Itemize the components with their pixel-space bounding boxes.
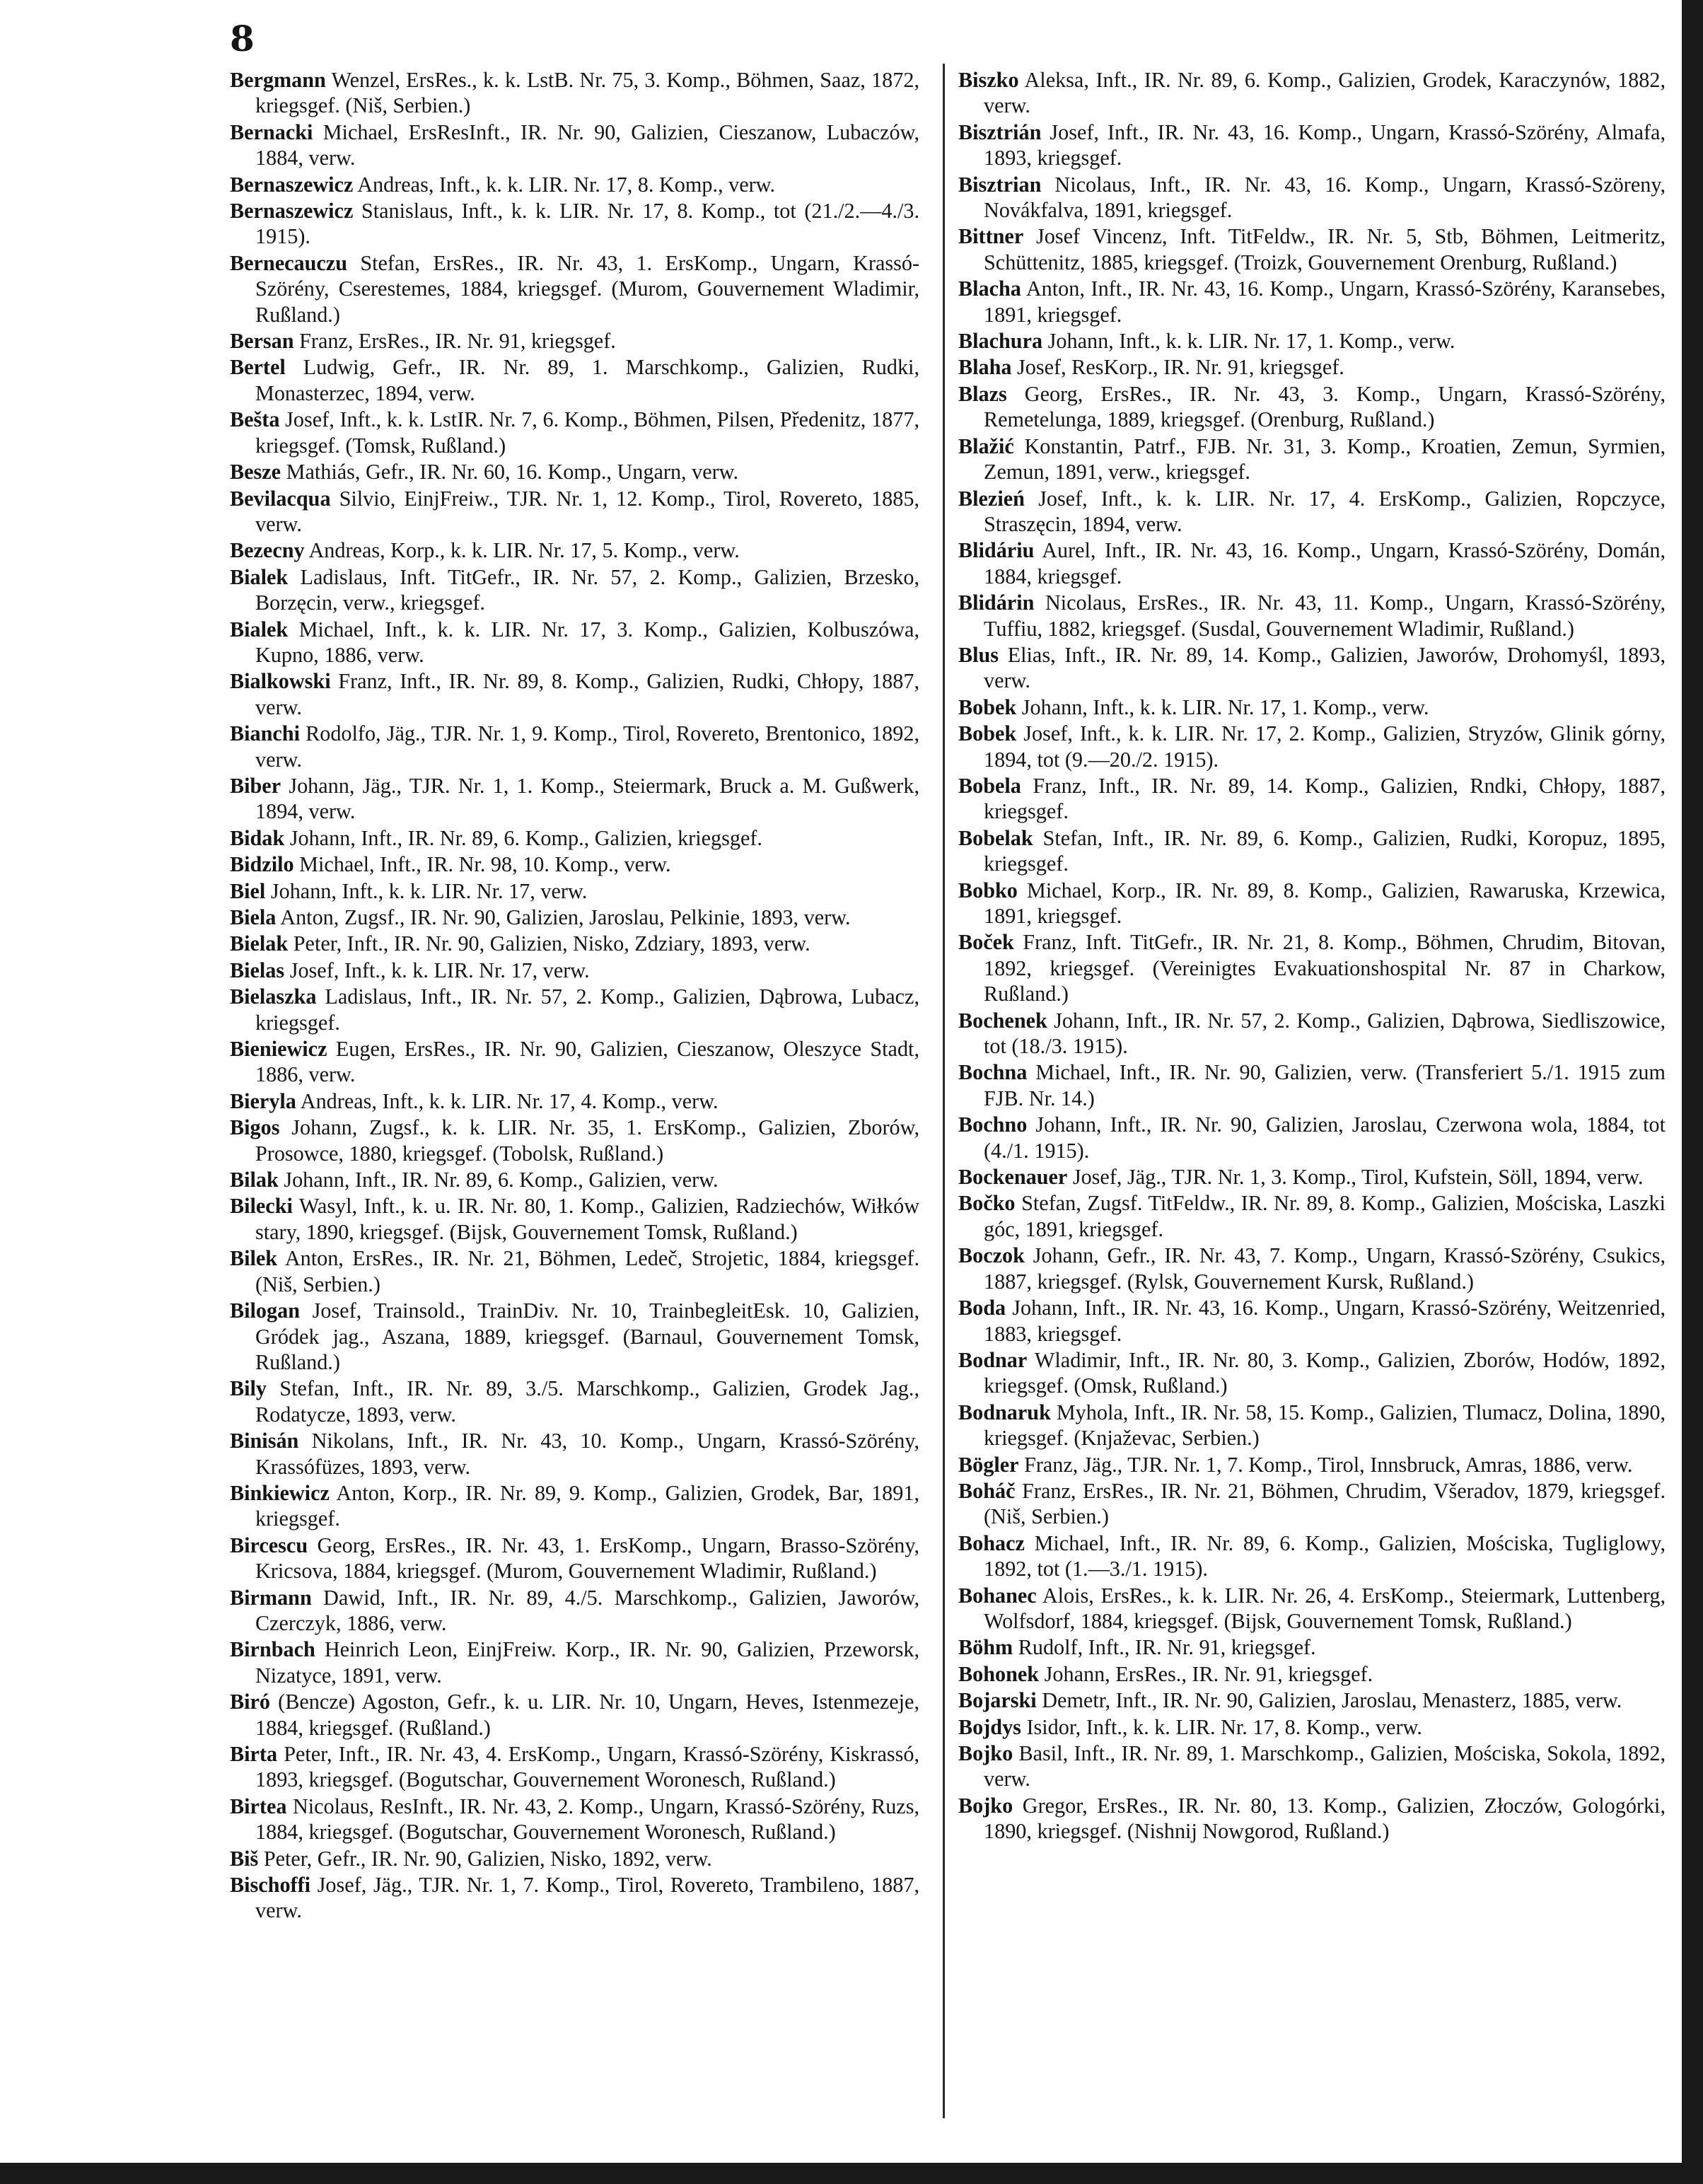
entry-surname: Boček — [958, 930, 1014, 955]
list-item — [958, 1688, 1666, 1713]
list-item — [958, 354, 1666, 380]
entry-details: Johann, Inft., IR. Nr. 89, 6. Komp., Galizien, verw. — [278, 1168, 719, 1192]
entry-surname: Biber — [230, 773, 281, 798]
list-item — [230, 1585, 919, 1637]
scan-border-bottom — [0, 2163, 1703, 2184]
entry-details: Peter, Inft., IR. Nr. 43, 4. ErsKomp., Ungarn, Krassó-Szörény, Kiskrassó, 1893, kriegsgef. (Bogutschar, Gouvernement Woronesch, Rußland.) — [255, 1742, 919, 1792]
entry-surname: Bernaszewicz — [230, 172, 354, 197]
entry-details: Johann, Inft., IR. Nr. 43, 16. Komp., Ungarn, Krassó-Szörény, Weitzenried, 1883, kriegsgef. — [984, 1296, 1666, 1346]
entry-surname: Bergmann — [230, 68, 326, 92]
entry-surname: Blus — [958, 642, 999, 667]
list-item — [958, 1400, 1666, 1451]
entry-surname: Bilecki — [230, 1194, 293, 1219]
list-item — [230, 1872, 919, 1924]
list-item — [958, 1190, 1666, 1242]
entry-surname: Bernacki — [230, 120, 313, 144]
entry-details: Demetr, Inft., IR. Nr. 90, Galizien, Jaroslau, Menasterz, 1885, verw. — [1036, 1688, 1622, 1713]
list-item — [230, 1428, 919, 1480]
entry-surname: Bojdys — [958, 1714, 1021, 1739]
list-item — [958, 1583, 1666, 1634]
entry-surname: Böhm — [958, 1635, 1013, 1660]
entry-details: Johann, Inft., k. k. LIR. Nr. 17, 1. Komp., verw. — [1016, 695, 1429, 719]
entry-details: Johann, Zugsf., k. k. LIR. Nr. 35, 1. ErsKomp., Galizien, Zborów, Prosowce, 1880, kriegsgef. (Tobolsk, Rußland.) — [255, 1115, 919, 1166]
left-column — [230, 67, 919, 1924]
entry-details: Stefan, Inft., IR. Nr. 89, 6. Komp., Galizien, Rudki, Koropuz, 1895, kriegsgef. — [984, 825, 1666, 876]
entry-details: Josef, Trainsold., TrainDiv. Nr. 10, TrainbegleitEsk. 10, Galizien, Gródek jag., Aszana, 1889, kriegsgef. (Barnaul, Gouvernement Tomsk, Rußland.) — [255, 1299, 919, 1374]
list-item — [230, 905, 919, 930]
entry-surname: Blažić — [958, 434, 1014, 458]
entry-details: Nicolaus, ResInft., IR. Nr. 43, 2. Komp., Ungarn, Krassó-Szörény, Ruzs, 1884, kriegsgef. (Bogutschar, Gouvernement Woronesch, Rußland.) — [255, 1794, 919, 1845]
list-item — [958, 1059, 1666, 1111]
list-item — [958, 120, 1666, 171]
entry-details: Franz, Jäg., TJR. Nr. 1, 7. Komp., Tirol, Innsbruck, Amras, 1886, verw. — [1018, 1452, 1633, 1477]
list-item — [230, 958, 919, 983]
list-item — [958, 1347, 1666, 1399]
list-item — [230, 878, 919, 904]
list-item — [230, 1794, 919, 1845]
entry-details: Johann, Inft., IR. Nr. 57, 2. Komp., Galizien, Dąbrowa, Siedliszowice, tot (18./3. 1915). — [984, 1008, 1666, 1059]
entry-surname: Besze — [230, 460, 281, 484]
list-item — [230, 354, 919, 406]
entry-surname: Bilek — [230, 1246, 278, 1271]
entry-details: Josef, Jäg., TJR. Nr. 1, 7. Komp., Tirol, Rovereto, Trambileno, 1887, verw. — [255, 1873, 919, 1923]
entry-details: Johann, Jäg., TJR. Nr. 1, 1. Komp., Steiermark, Bruck a. M. Gußwerk, 1894, verw. — [255, 773, 919, 824]
entry-surname: Bigos — [230, 1115, 280, 1140]
list-item — [958, 434, 1666, 485]
entry-details: Franz, ErsRes., IR. Nr. 21, Böhmen, Chrudim, Všeradov, 1879, kriegsgef. (Niš, Serbien.) — [984, 1478, 1666, 1529]
list-item — [230, 1193, 919, 1245]
entry-surname: Bobela — [958, 773, 1021, 798]
entry-details: Franz, Inft., IR. Nr. 89, 8. Komp., Galizien, Rudki, Chłopy, 1887, verw. — [255, 669, 919, 719]
entry-surname: Bertel — [230, 355, 286, 380]
entry-surname: Boda — [958, 1296, 1006, 1320]
list-item — [958, 172, 1666, 223]
list-item — [230, 1298, 919, 1375]
entry-surname: Bodnar — [958, 1347, 1028, 1372]
right-column — [958, 67, 1666, 1845]
entry-surname: Bernaszewicz — [230, 199, 354, 223]
entry-details: Stanislaus, Inft., k. k. LIR. Nr. 17, 8. Komp., tot (21./2.—4./3. 1915). — [255, 199, 919, 249]
entry-details: Isidor, Inft., k. k. LIR. Nr. 17, 8. Komp., verw. — [1021, 1714, 1422, 1739]
entry-details: Michael, Inft., k. k. LIR. Nr. 17, 3. Komp., Galizien, Kolbuszówa, Kupno, 1886, verw. — [255, 617, 919, 667]
list-item — [958, 328, 1666, 354]
list-item — [958, 825, 1666, 877]
entry-details: Andreas, Inft., k. k. LIR. Nr. 17, 4. Komp., verw. — [296, 1088, 719, 1113]
entry-details: Dawid, Inft., IR. Nr. 89, 4./5. Marschkomp., Galizien, Jaworów, Czerczyk, 1886, verw. — [255, 1585, 919, 1635]
list-item — [230, 564, 919, 616]
entry-details: Johann, Inft., IR. Nr. 89, 6. Komp., Galizien, kriegsgef. — [284, 825, 762, 850]
entry-surname: Bobko — [958, 878, 1018, 902]
entry-surname: Blachura — [958, 329, 1043, 354]
entry-surname: Birnbach — [230, 1637, 315, 1662]
entry-details: Georg, ErsRes., IR. Nr. 43, 1. ErsKomp., Ungarn, Brasso-Szörény, Kricsova, 1884, kriegsgef. (Murom, Gouvernement Wladimir, Rußland.) — [255, 1533, 919, 1584]
list-item — [958, 878, 1666, 929]
entry-details: Andreas, Inft., k. k. LIR. Nr. 17, 8. Komp., verw. — [353, 172, 776, 197]
entry-surname: Bily — [230, 1376, 267, 1401]
entry-details: Josef, ResKorp., IR. Nr. 91, kriegsgef. — [1011, 355, 1344, 380]
entry-surname: Bochno — [958, 1113, 1028, 1137]
list-item — [230, 852, 919, 877]
list-item — [230, 1376, 919, 1427]
list-item — [958, 1243, 1666, 1294]
entry-details: Johann, Inft., k. k. LIR. Nr. 17, verw. — [265, 878, 588, 903]
entry-surname: Bialkowski — [230, 669, 331, 694]
entry-surname: Bielak — [230, 931, 289, 956]
entry-surname: Bidak — [230, 825, 285, 850]
entry-surname: Bevilacqua — [230, 486, 331, 511]
entry-details: Silvio, EinjFreiw., TJR. Nr. 1, 12. Komp., Tirol, Rovereto, 1885, verw. — [255, 486, 919, 536]
list-item — [958, 381, 1666, 433]
entry-surname: Blacha — [958, 277, 1021, 301]
entry-surname: Boczok — [958, 1243, 1025, 1268]
list-item — [958, 67, 1666, 119]
entry-surname: Bobek — [958, 695, 1017, 719]
entry-surname: Bittner — [958, 224, 1024, 249]
list-item — [230, 407, 919, 458]
entry-surname: Bodnaruk — [958, 1400, 1051, 1424]
entry-details: Josef, Inft., IR. Nr. 43, 16. Komp., Ungarn, Krassó-Szörény, Almafa, 1893, kriegsgef. — [984, 120, 1666, 170]
entry-details: Anton, Inft., IR. Nr. 43, 16. Komp., Ungarn, Krassó-Szörény, Karansebes, 1891, kriegsgef. — [984, 277, 1666, 327]
list-item — [230, 617, 919, 668]
entry-details: Elias, Inft., IR. Nr. 89, 14. Komp., Galizien, Jaworów, Drohomyśl, 1893, verw. — [984, 642, 1666, 693]
entry-surname: Birta — [230, 1742, 278, 1766]
entry-details: Josef, Inft., k. k. LIR. Nr. 17, 4. ErsKomp., Galizien, Ropczyce, Straszęcin, 1894, verw. — [984, 486, 1666, 536]
entry-details: Josef Vincenz, Inft. TitFeldw., IR. Nr. 5, Stb, Böhmen, Leitmeritz, Schüttenitz, 1885, kriegsgef. (Troizk, Gouvernement Orenburg, Rußland.) — [984, 224, 1666, 274]
list-item — [230, 1115, 919, 1166]
list-item — [958, 1634, 1666, 1660]
list-item — [958, 1164, 1666, 1190]
entry-details: Rodolfo, Jäg., TJR. Nr. 1, 9. Komp., Tirol, Rovereto, Brentonico, 1892, verw. — [255, 721, 919, 772]
list-item — [230, 1637, 919, 1688]
entry-surname: Bianchi — [230, 721, 300, 746]
entry-details: Franz, Inft., IR. Nr. 89, 14. Komp., Galizien, Rndki, Chłopy, 1887, kriegsgef. — [984, 773, 1666, 824]
entry-surname: Bisztrian — [958, 172, 1042, 197]
entry-surname: Bobelak — [958, 825, 1033, 850]
entry-surname: Bielas — [230, 958, 285, 982]
entry-surname: Bieniewicz — [230, 1037, 327, 1062]
entry-details: Ladislaus, Inft., IR. Nr. 57, 2. Komp., Galizien, Dąbrowa, Lubacz, kriegsgef. — [255, 984, 919, 1035]
entry-surname: Bobek — [958, 721, 1017, 746]
entry-surname: Biš — [230, 1846, 259, 1871]
entry-details: Anton, Zugsf., IR. Nr. 90, Galizien, Jaroslau, Pelkinie, 1893, verw. — [276, 905, 851, 929]
list-item — [230, 538, 919, 563]
list-item — [958, 721, 1666, 772]
entry-surname: Biela — [230, 905, 277, 929]
entry-surname: Biel — [230, 878, 266, 903]
entry-surname: Bochenek — [958, 1008, 1047, 1033]
list-item — [958, 1295, 1666, 1347]
page-number: 8 — [230, 18, 255, 59]
list-item — [230, 198, 919, 250]
entry-details: Anton, Korp., IR. Nr. 89, 9. Komp., Galizien, Grodek, Bar, 1891, kriegsgef. — [255, 1480, 919, 1531]
entry-surname: Blaha — [958, 355, 1012, 380]
entry-surname: Bojko — [958, 1741, 1013, 1765]
entry-surname: Bojko — [958, 1793, 1013, 1818]
entry-details: Johann, Gefr., IR. Nr. 43, 7. Komp., Ungarn, Krassó-Szörény, Csukics, 1887, kriegsgef. (Rylsk, Gouvernement Kursk, Rußland.) — [984, 1243, 1666, 1294]
entry-surname: Bidzilo — [230, 852, 294, 877]
list-item — [230, 1167, 919, 1192]
entry-surname: Bešta — [230, 407, 280, 432]
entry-details: Josef, Inft., k. k. LstIR. Nr. 7, 6. Komp., Böhmen, Pilsen, Předenitz, 1877, kriegsgef. (Tomsk, Rußland.) — [255, 407, 919, 458]
entry-details: Wladimir, Inft., IR. Nr. 80, 3. Komp., Galizien, Zborów, Hodów, 1892, kriegsgef. (Omsk, Rußland.) — [984, 1347, 1666, 1398]
entry-details: (Bencze) Agoston, Gefr., k. u. LIR. Nr. 10, Ungarn, Heves, Istenmezeje, 1884, kriegsgef. (Rußland.) — [255, 1690, 919, 1740]
list-item — [230, 984, 919, 1035]
entry-surname: Blazs — [958, 381, 1007, 406]
entry-details: Franz, Inft. TitGefr., IR. Nr. 21, 8. Komp., Böhmen, Chrudim, Bitovan, 1892, kriegsgef. (Vereinigtes Evakuationshospital Nr. 87 in Charkow, Rußland.) — [984, 930, 1666, 1006]
entry-details: Nicolaus, ErsRes., IR. Nr. 43, 11. Komp., Ungarn, Krassó-Szörény, Tuffiu, 1882, kriegsgef. (Susdal, Gouvernement Wladimir, Rußland.) — [984, 591, 1666, 641]
list-item — [958, 1741, 1666, 1792]
list-item — [230, 486, 919, 538]
entry-surname: Bisztrián — [958, 120, 1042, 144]
entry-details: Basil, Inft., IR. Nr. 89, 1. Marschkomp., Galizien, Mościska, Sokola, 1892, verw. — [984, 1741, 1666, 1791]
entry-details: Eugen, ErsRes., IR. Nr. 90, Galizien, Cieszanow, Oleszyce Stadt, 1886, verw. — [255, 1037, 919, 1087]
entry-surname: Bieryla — [230, 1088, 296, 1113]
list-item — [230, 1689, 919, 1741]
entry-details: Johann, ErsRes., IR. Nr. 91, kriegsgef. — [1039, 1661, 1373, 1686]
entry-surname: Bielaszka — [230, 984, 317, 1009]
entry-surname: Bilak — [230, 1168, 279, 1192]
list-item — [958, 1714, 1666, 1740]
list-item — [230, 120, 919, 171]
entry-surname: Biró — [230, 1690, 271, 1714]
entry-details: Wenzel, ErsRes., k. k. LstB. Nr. 75, 3. Komp., Böhmen, Saaz, 1872, kriegsgef. (Niš, Serbien.) — [255, 68, 919, 118]
list-item — [230, 668, 919, 720]
entry-details: Wasyl, Inft., k. u. IR. Nr. 80, 1. Komp., Galizien, Radziechów, Wiłków stary, 1890, kriegsgef. (Bijsk, Gouvernement Tomsk, Rußland.) — [255, 1194, 919, 1244]
entry-details: Anton, ErsRes., IR. Nr. 21, Böhmen, Ledeč, Strojetic, 1884, kriegsgef. (Niš, Serbien.) — [255, 1246, 919, 1296]
list-item — [230, 1088, 919, 1114]
list-item — [230, 1846, 919, 1871]
entry-details: Michael, Inft., IR. Nr. 90, Galizien, verw. (Transferiert 5./1. 1915 zum FJB. Nr. 14.) — [984, 1060, 1666, 1110]
list-item — [958, 642, 1666, 694]
list-item — [230, 1533, 919, 1584]
list-item — [958, 1452, 1666, 1477]
list-item — [230, 721, 919, 772]
entry-details: Nicolaus, Inft., IR. Nr. 43, 16. Komp., Ungarn, Krassó-Szöreny, Novákfalva, 1891, kriegsgef. — [984, 172, 1666, 223]
entry-surname: Bojarski — [958, 1688, 1037, 1713]
entry-surname: Bircescu — [230, 1533, 308, 1557]
entry-details: Alois, ErsRes., k. k. LIR. Nr. 26, 4. ErsKomp., Steiermark, Luttenberg, Wolfsdorf, 1884, kriegsgef. (Bijsk, Gouvernement Tomsk, Rußland.) — [984, 1583, 1666, 1633]
entry-details: Peter, Gefr., IR. Nr. 90, Galizien, Nisko, 1892, verw. — [258, 1846, 712, 1871]
entry-surname: Bialek — [230, 564, 289, 589]
entry-surname: Blidáriu — [958, 538, 1035, 563]
list-item — [958, 695, 1666, 720]
entry-surname: Bočko — [958, 1191, 1016, 1216]
entry-surname: Binisán — [230, 1429, 299, 1453]
entry-surname: Bersan — [230, 329, 294, 354]
entry-surname: Blezień — [958, 486, 1025, 511]
entry-details: Aurel, Inft., IR. Nr. 43, 16. Komp., Ungarn, Krassó-Szörény, Domán, 1884, kriegsgef. — [984, 538, 1666, 588]
entry-surname: Blidárin — [958, 591, 1035, 615]
list-item — [958, 1793, 1666, 1845]
list-item — [230, 67, 919, 119]
entry-details: Franz, ErsRes., IR. Nr. 91, kriegsgef. — [293, 329, 616, 354]
entry-details: Stefan, Inft., IR. Nr. 89, 3./5. Marschkomp., Galizien, Grodek Jag., Rodatycze, 1893, verw. — [255, 1376, 919, 1427]
entry-surname: Binkiewicz — [230, 1480, 330, 1505]
entry-details: Michael, Inft., IR. Nr. 98, 10. Komp., verw. — [293, 852, 671, 877]
list-item — [230, 328, 919, 354]
entry-details: Johann, Inft., IR. Nr. 90, Galizien, Jaroslau, Czerwona wola, 1884, tot (4./1. 1915). — [984, 1113, 1666, 1163]
entry-surname: Bialek — [230, 617, 289, 641]
list-item — [230, 250, 919, 327]
list-item — [230, 931, 919, 956]
entry-details: Andreas, Korp., k. k. LIR. Nr. 17, 5. Komp., verw. — [304, 538, 740, 563]
entry-details: Mathiás, Gefr., IR. Nr. 60, 16. Komp., Ungarn, verw. — [281, 460, 739, 484]
list-item — [958, 276, 1666, 327]
entry-surname: Biszko — [958, 68, 1019, 92]
list-item — [230, 1036, 919, 1088]
list-item — [230, 1480, 919, 1532]
entry-details: Ludwig, Gefr., IR. Nr. 89, 1. Marschkomp., Galizien, Rudki, Monasterzec, 1894, verw. — [255, 355, 919, 405]
entry-surname: Bochna — [958, 1060, 1028, 1085]
entry-details: Ladislaus, Inft. TitGefr., IR. Nr. 57, 2. Komp., Galizien, Brzesko, Borzęcin, verw., kriegsgef. — [255, 564, 919, 615]
entry-details: Josef, Inft., k. k. LIR. Nr. 17, 2. Komp., Galizien, Stryzów, Glinik górny, 1894, tot (9.—20./2. 1915). — [984, 721, 1666, 772]
entry-details: Myhola, Inft., IR. Nr. 58, 15. Komp., Galizien, Tlumacz, Dolina, 1890, kriegsgef. (Knjaževac, Serbien.) — [984, 1400, 1666, 1451]
entry-details: Nikolans, Inft., IR. Nr. 43, 10. Komp., Ungarn, Krassó-Szörény, Krassófüzes, 1893, verw. — [255, 1429, 919, 1479]
entry-surname: Bohacz — [958, 1530, 1025, 1555]
list-item — [958, 223, 1666, 275]
entry-surname: Boháč — [958, 1478, 1016, 1503]
entry-details: Rudolf, Inft., IR. Nr. 91, kriegsgef. — [1013, 1635, 1316, 1660]
entry-details: Aleksa, Inft., IR. Nr. 89, 6. Komp., Galizien, Grodek, Karaczynów, 1882, verw. — [984, 68, 1666, 118]
list-item — [958, 538, 1666, 589]
entry-details: Konstantin, Patrf., FJB. Nr. 31, 3. Komp., Kroatien, Zemun, Syrmien, Zemun, 1891, verw., kriegsgef. — [984, 434, 1666, 484]
list-item — [958, 773, 1666, 825]
entry-surname: Bohanec — [958, 1583, 1037, 1608]
entry-surname: Bilogan — [230, 1299, 300, 1323]
list-item — [230, 825, 919, 851]
list-item — [958, 1112, 1666, 1163]
entry-details: Heinrich Leon, EinjFreiw. Korp., IR. Nr. 90, Galizien, Przeworsk, Nizatyce, 1891, verw. — [255, 1637, 919, 1688]
entry-surname: Bögler — [958, 1452, 1019, 1477]
list-item — [958, 1530, 1666, 1582]
entry-surname: Bezecny — [230, 538, 305, 563]
list-item — [230, 459, 919, 484]
entry-details: Michael, ErsResInft., IR. Nr. 90, Galizien, Cieszanow, Lubaczów, 1884, verw. — [255, 120, 919, 170]
list-item — [230, 1741, 919, 1793]
list-item — [958, 1008, 1666, 1059]
entry-details: Georg, ErsRes., IR. Nr. 43, 3. Komp., Ungarn, Krassó-Szörény, Remetelunga, 1889, kriegsgef. (Orenburg, Rußland.) — [984, 381, 1666, 432]
column-divider — [943, 64, 945, 2118]
entry-details: Johann, Inft., k. k. LIR. Nr. 17, 1. Komp., verw. — [1042, 329, 1455, 354]
list-item — [230, 172, 919, 197]
list-item — [958, 1661, 1666, 1687]
entry-surname: Bohonek — [958, 1661, 1040, 1686]
entry-details: Peter, Inft., IR. Nr. 90, Galizien, Nisko, Zdziary, 1893, verw. — [288, 931, 810, 956]
entry-details: Michael, Korp., IR. Nr. 89, 8. Komp., Galizien, Rawaruska, Krzewica, 1891, kriegsgef. — [984, 878, 1666, 928]
list-item — [958, 1478, 1666, 1530]
list-item — [230, 773, 919, 825]
scan-border-right — [1682, 0, 1703, 2184]
entry-surname: Bischoffi — [230, 1873, 311, 1898]
entry-details: Michael, Inft., IR. Nr. 89, 6. Komp., Galizien, Mościska, Tugliglowy, 1892, tot (1.—3./1. 1915). — [984, 1530, 1666, 1581]
entry-surname: Birmann — [230, 1585, 312, 1610]
entry-details: Josef, Jäg., TJR. Nr. 1, 3. Komp., Tirol, Kufstein, Söll, 1894, verw. — [1067, 1165, 1644, 1190]
entry-details: Josef, Inft., k. k. LIR. Nr. 17, verw. — [284, 958, 590, 982]
entry-surname: Bockenauer — [958, 1165, 1068, 1190]
entry-details: Stefan, ErsRes., IR. Nr. 43, 1. ErsKomp., Ungarn, Krassó-Szörény, Cserestemes, 1884, kriegsgef. (Murom, Gouvernement Wladimir, Rußland.) — [255, 250, 919, 327]
entry-surname: Bernecauczu — [230, 250, 347, 275]
list-item — [958, 590, 1666, 641]
list-item — [958, 486, 1666, 538]
entry-surname: Birtea — [230, 1794, 287, 1818]
entry-details: Stefan, Zugsf. TitFeldw., IR. Nr. 89, 8. Komp., Galizien, Mościska, Laszki góc, 1891, kriegsgef. — [984, 1191, 1666, 1241]
list-item — [230, 1245, 919, 1297]
entry-details: Gregor, ErsRes., IR. Nr. 80, 13. Komp., Galizien, Złoczów, Gologórki, 1890, kriegsgef. (Nishnij Nowgorod, Rußland.) — [984, 1793, 1666, 1844]
list-item — [958, 929, 1666, 1006]
